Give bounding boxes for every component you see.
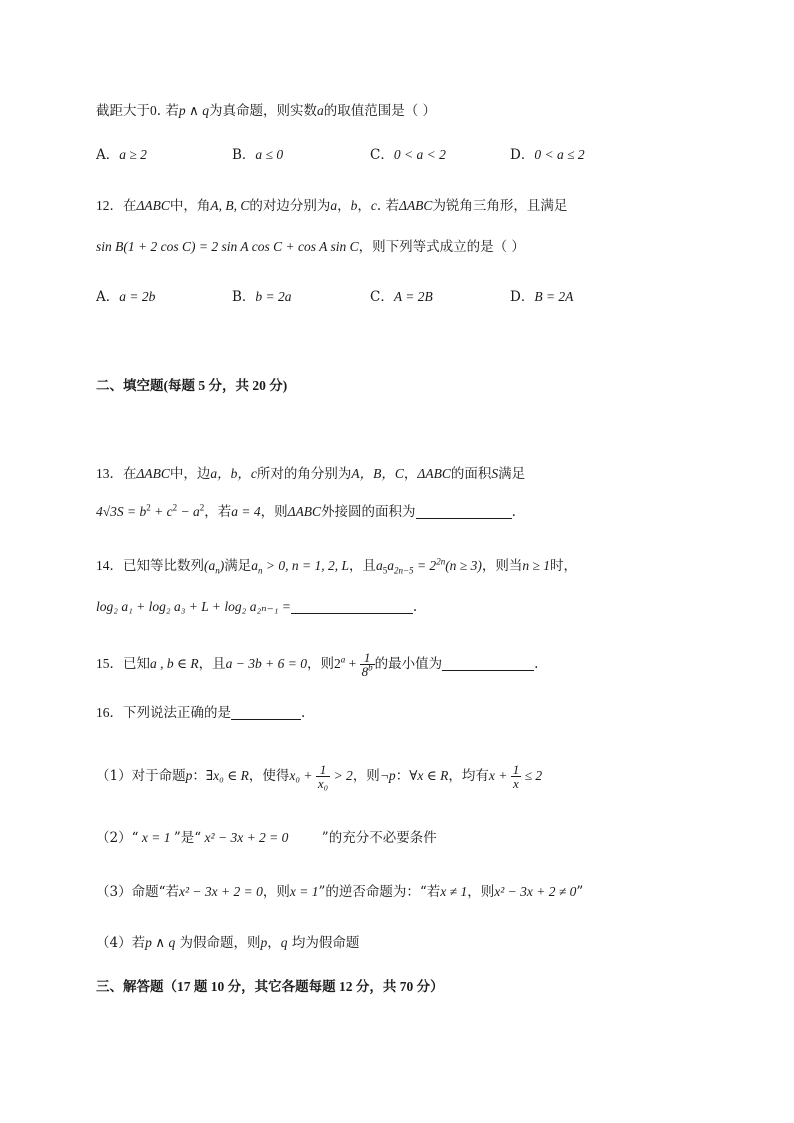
q11-text: . 若 — [156, 103, 179, 119]
q11-text: 截距大于 — [96, 103, 150, 119]
q11-stem — [96, 101, 436, 121]
q16-item-2: （2）“ x = 1 ”是“ x² − 3x + 2 = 0 ”的充分不必要条件 — [96, 830, 437, 846]
q11-zero: 0 — [150, 103, 157, 118]
q12-option-d: D．B = 2A — [510, 289, 574, 305]
section-3-heading: 三、解答题（17 题 10 分，其它各题每题 12 分，共 70 分） — [96, 979, 444, 994]
q12-option-a: A．a = 2b — [96, 289, 156, 305]
q12-equation-line: sin B(1 + 2 cos C) = 2 sin A cos C + cos A sin C，则下列等式成立的是（ ） — [96, 239, 525, 255]
q16-item-1: （1）对于命题p：∃x₀ ∈ R，使得x₀ + $\frac{1}{\text{x₀}}$ > 2，则¬p：∀x ∈ R，均有x + $\frac{1}{x}$ ≤ 2 — [96, 762, 543, 791]
q16-item-3: （3）命题“若x² − 3x + 2 = 0，则x = 1”的逆否命题为：“若x ≠ 1，则x² − 3x + 2 ≠ 0” — [96, 884, 584, 900]
q11-option-c: C．0 < a < 2 — [370, 147, 446, 163]
q13-stem: 13．在ΔABC中，边a，b，c所对的角分别为A，B，C，ΔABC的面积S满足 — [96, 466, 526, 482]
section-2-heading: 二、填空题(每题 5 分，共 20 分) — [96, 378, 288, 393]
q15-fraction: $\frac{1}{8^b}$ — [361, 650, 373, 679]
q13-equation-line: $4√3S = b^2 + c^2 - a^2$，若a = 4，则ΔABC外接圆的面积为 . — [96, 502, 516, 520]
q11-var: a — [316, 103, 324, 118]
q16-item-4: （4）若p ∧ q 为假命题，则p，q 均为假命题 — [96, 935, 360, 951]
q11-option-b: B．a ≤ 0 — [232, 147, 284, 163]
q12-option-c: C．A = 2B — [370, 289, 433, 305]
q11-option-a: A．a ≥ 2 — [96, 147, 147, 163]
q16-stem: 16．下列说法正确的是 . — [96, 705, 306, 721]
q14-answer-blank[interactable] — [291, 599, 413, 614]
q12-number: 12． — [96, 198, 123, 213]
q12-equation: sin B(1 + 2 cos C) = 2 sin A cos C + cos A sin C — [96, 239, 359, 254]
q13-answer-blank[interactable] — [416, 504, 512, 519]
q15-stem: 15．已知a , b ∈ R，且a − 3b + 6 = 0，则$2^a$ + $\frac{1}{8^b}$ 的最小值为 . — [96, 650, 539, 679]
q12-option-b: B．b = 2a — [232, 289, 292, 305]
q11-expr: p ∧ q — [178, 103, 209, 118]
q11-option-d: D．0 < a ≤ 2 — [510, 147, 585, 163]
q12-stem: 12．在ΔABC中，角A, B, C的对边分别为a，b，c. 若ΔABC为锐角三角形，且满足 — [96, 198, 568, 214]
q11-text: 为真命题，则实数 — [208, 103, 317, 119]
q11-text: 的取值范围是（ ） — [323, 103, 437, 119]
q14-stem: 14．已知等比数列$(a_n)$满足$a_n > 0$, n = 1, 2, L，且$a_5a_{2n-5} = 2^{2n}(n \ge 3)$，则当n ≥ 1时， — [96, 556, 578, 576]
q15-answer-blank[interactable] — [442, 656, 534, 671]
q16-answer-blank[interactable] — [231, 705, 301, 720]
q14-sum-line: log₂ a₁ + log₂ a₃ + L + log₂ a₂ₙ₋₁ = . — [96, 599, 418, 615]
